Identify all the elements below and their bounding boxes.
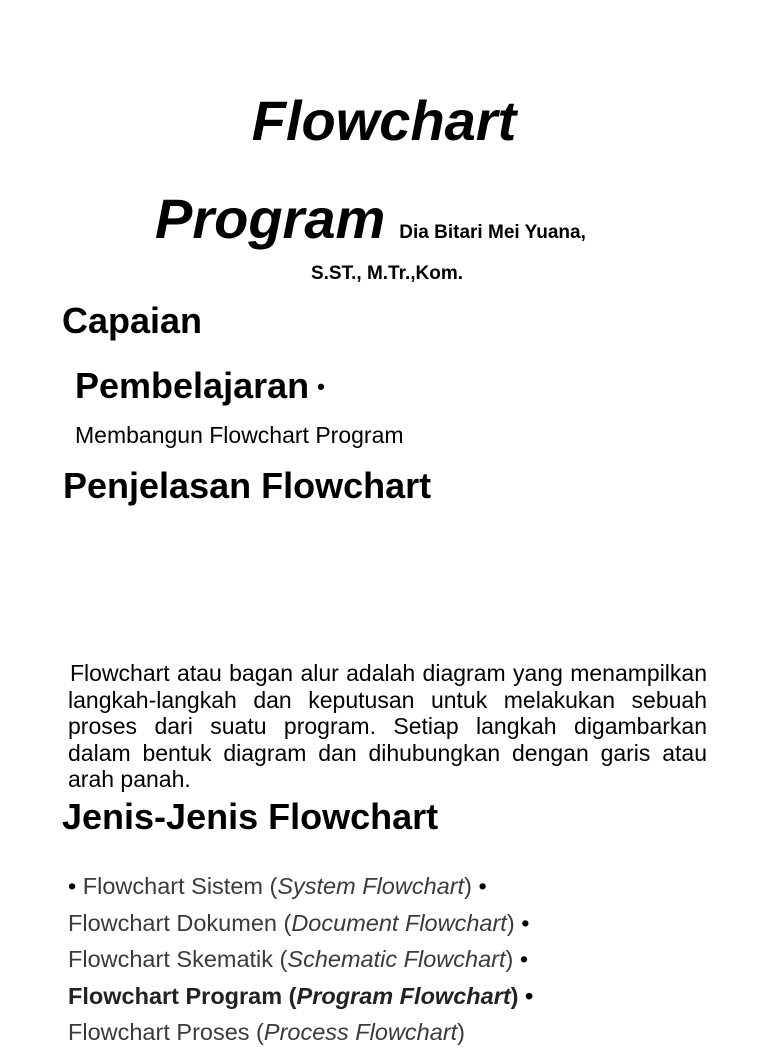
list-item-term: System Flowchart xyxy=(277,873,465,899)
paren-close: ) xyxy=(464,873,472,899)
capaian-heading: Capaian xyxy=(62,300,203,341)
list-item xyxy=(68,941,748,978)
paren-open: ( xyxy=(276,909,292,936)
title-line-2-row xyxy=(155,186,586,267)
list-item-term: Document Flowchart xyxy=(291,909,507,936)
list-item-name: Flowchart Sistem xyxy=(82,873,263,899)
bullet-icon: • xyxy=(525,982,534,1009)
list-item xyxy=(68,905,748,942)
list-item-name: Flowchart Dokumen xyxy=(68,909,277,936)
title-line-2: Program xyxy=(155,187,386,250)
list-item-name: Flowchart Skematik xyxy=(68,946,274,972)
penjelasan-paragraph: Flowchart atau bagan alur adalah diagram yang menampilkan langkah-langkah dan keputusan untuk melakukan sebuah proses dari suatu program. Setiap langkah digambarkan dalam bentuk diagram dan dihubungkan dengan garis atau arah panah. xyxy=(68,660,707,792)
title-line-1: Flowchart xyxy=(251,89,517,152)
list-item xyxy=(68,1014,748,1051)
bullet-icon: • xyxy=(521,909,530,936)
jenis-list xyxy=(68,868,748,1051)
list-item xyxy=(68,978,748,1015)
paren-close: ) xyxy=(506,909,515,936)
paren-open: ( xyxy=(273,946,288,972)
paren-open: ( xyxy=(249,1019,264,1045)
bullet-icon: • xyxy=(519,946,529,972)
list-item xyxy=(68,868,748,905)
capaian-text: Membangun Flowchart Program xyxy=(75,422,404,448)
list-item-name: Flowchart Program xyxy=(68,982,283,1009)
list-item-term: Schematic Flowchart xyxy=(287,946,506,972)
bullet-icon: • xyxy=(478,873,487,899)
paren-open: ( xyxy=(262,873,278,899)
bullet-icon: • xyxy=(68,873,77,899)
pembelajaran-heading: Pembelajaran xyxy=(75,365,310,406)
paren-close: ) xyxy=(510,982,519,1009)
penjelasan-heading: Penjelasan Flowchart xyxy=(63,465,432,506)
paren-close: ) xyxy=(505,946,514,972)
pembelajaran-heading-row xyxy=(75,364,325,409)
list-item-name: Flowchart Proses xyxy=(68,1019,250,1045)
author-degree: S.ST., M.Tr.,Kom. xyxy=(310,263,464,284)
paren-open: ( xyxy=(282,982,297,1009)
list-item-term: Program Flowchart xyxy=(296,982,511,1009)
bullet-icon: • xyxy=(317,374,325,399)
list-item-term: Process Flowchart xyxy=(263,1019,458,1045)
paren-close: ) xyxy=(457,1019,465,1045)
jenis-heading: Jenis-Jenis Flowchart xyxy=(62,796,439,837)
author-name: Dia Bitari Mei Yuana, xyxy=(399,222,586,243)
